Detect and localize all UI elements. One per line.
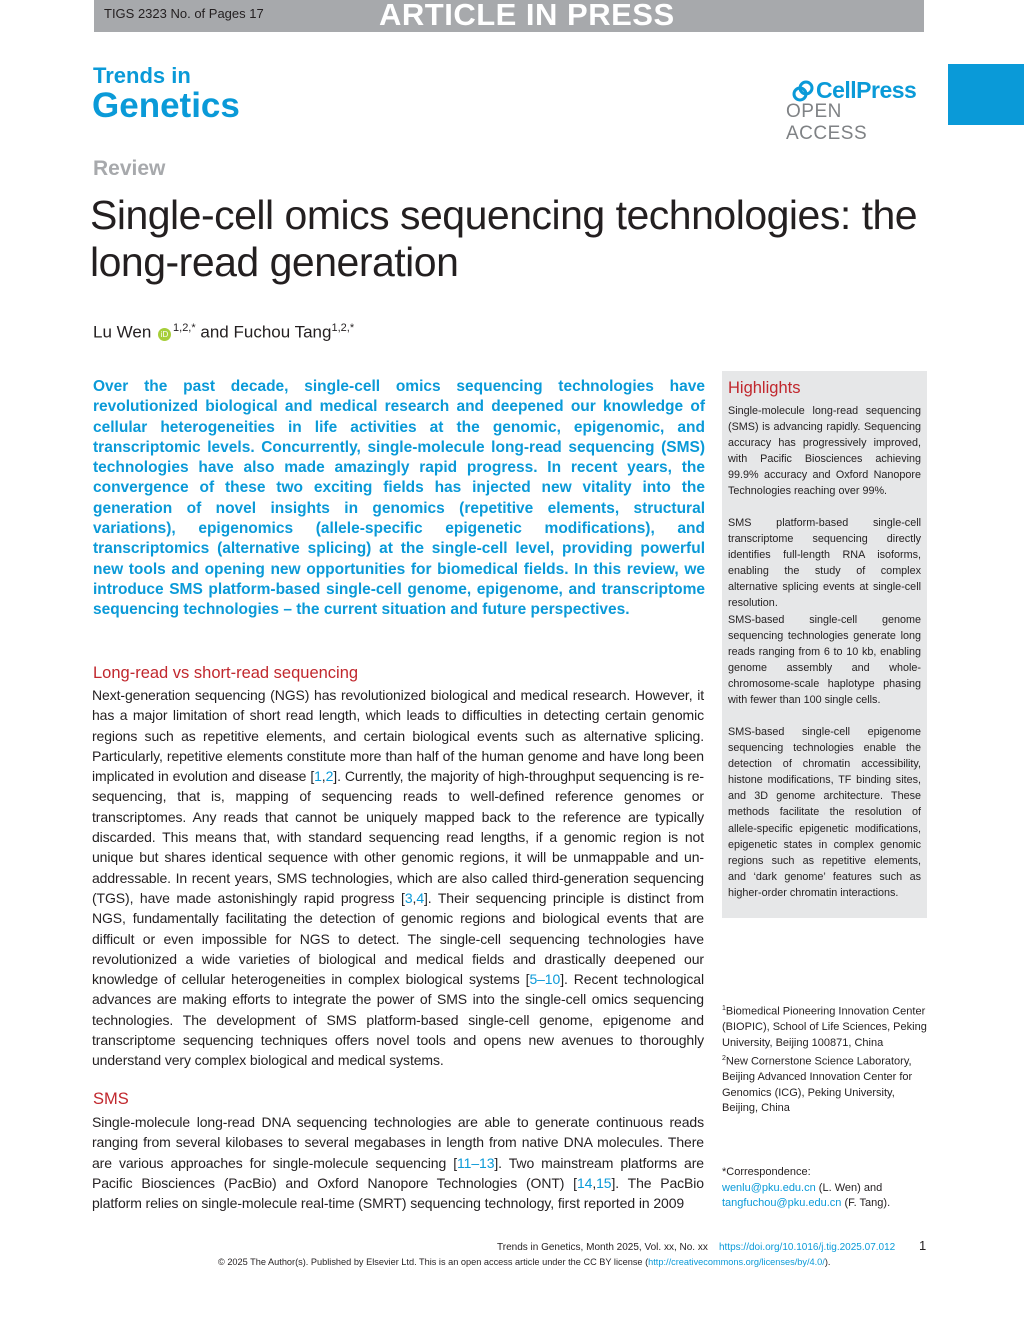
reference-link[interactable]: 15 (596, 1174, 612, 1191)
affiliation-2: $^2$New Cornerstone Science Laboratory, Beijing Advanced Innovation Center for Genomics (ICG), Peking University, Beijing, China (722, 1055, 913, 1115)
journal-name-bottom: Genetics (92, 86, 240, 125)
affiliation-1: $^1$Biomedical Pioneering Innovation Center (BIOPIC), School of Life Sciences, Peking University, Beijing 100871, China (722, 1005, 927, 1049)
footer-citation: Trends in Genetics, Month 2025, Vol. xx, No. xx https://doi.org/10.1016/j.tig.2025.07.012 (497, 1242, 896, 1253)
press-banner-text: ARTICLE IN PRESS (379, 0, 675, 32)
email-link[interactable]: wenlu@pku.edu.cn (722, 1181, 816, 1194)
journal-name-top: Trends in (93, 63, 191, 88)
reference-link[interactable]: 11–13 (456, 1154, 495, 1171)
orcid-icon[interactable]: iD (158, 328, 171, 341)
cellpress-name: CellPress (816, 77, 917, 103)
reference-link[interactable]: 3 (404, 889, 413, 906)
highlight-item: SMS platform-based single-cell transcriptome sequencing directly identifies full-length RNA isoforms, enabling the study of complex alternative splicing events at single-cell resolution. (728, 517, 921, 610)
reference-link[interactable]: 14 (576, 1174, 593, 1191)
article-title: Single-cell omics sequencing technologies: the long-read generation (90, 192, 918, 285)
author-list (93, 322, 354, 343)
reference-link[interactable]: 5–10 (529, 971, 561, 988)
article-in-press-banner (94, 0, 924, 32)
open-access-label: OPEN ACCESS (786, 101, 868, 144)
article-meta: TIGS 2323 No. of Pages 17 (104, 6, 264, 21)
author-affiliation-sup: 1,2,* (173, 322, 196, 334)
affiliations (722, 1001, 927, 1117)
highlights-box (722, 371, 927, 918)
author-name: Lu Wen (93, 322, 152, 342)
journal-color-tab (948, 64, 1024, 125)
email-link[interactable]: tangfuchou@pku.edu.cn (722, 1197, 842, 1209)
highlight-item: SMS-based single-cell genome sequencing technologies generate long reads ranging from 6 to 10 kb, enabling genome assembly and whole-chromosome-scale haplotype phasing with fewer than 100 single cells. (728, 614, 921, 707)
section-heading: Long-read vs short-read sequencing (93, 664, 359, 682)
body-paragraph: Next-generation sequencing (NGS) has revolutionized biological and medical research. However, it has a major limitation of short read length, which leads to difficulties in detecting certain genomic regions such as repetitive elements, and certain biological events such as alternative splicing. Particularly, repetitive elements constitute more than half of the human genome and have long been implicated in evolution and disease [1,2]. Currently, the majority of high-throughput sequencing is re-sequencing, that is, mapping of sequencing reads to well-defined reference genomes or transcriptomes. Any reads that cannot be uniquely mapped back to the reference are typically discarded. This means that, with standard sequencing read lengths, if a genomic region is not unique but shares identical sequence with other genomic regions, it will be unmappable and un-addressable. In recent years, SMS technologies, which are also called third-generation sequencing (TGS), have made astonishingly rapid progress [3,4]. Their sequencing principle is distinct from NGS, fundamentally facilitating the detection of genomic regions and biological events that are difficult or even impossible for NGS to detect. The single-cell sequencing technologies have revolutionized a wide varieties of biological and medical fields and drastically deepened our knowledge of cellular heterogeneities in complex biological systems [5–10]. Recent technological advances are making efforts to integrate the power of SMS into the single-cell omics sequencing technologies. The development of SMS platform-based single-cell genome, epigenome and transcriptome sequencing techniques offers novel tools and opens new avenues to thoroughly understand very complex biological and medical systems. (92, 687, 704, 1069)
highlight-item: Single-molecule long-read sequencing (SMS) is advancing rapidly. Sequencing accuracy has progressively improved, with Pacific Biosciences achieving 99.9% accuracy and Oxford Nanopore Technologies reaching over 99%. (728, 405, 921, 498)
license-statement: © 2025 The Author(s). Published by Elsevier Ltd. This is an open access article under the CC BY license (http://creativecommons.org/licenses/by/4.0/). (218, 1257, 831, 1267)
correspondence: *Correspondence: wenlu@pku.edu.cn (L. Wen) and tangfuchou@pku.edu.cn (F. Tang). (722, 1165, 927, 1212)
doi-link[interactable]: https://doi.org/10.1016/j.tig.2025.07.012 (718, 1242, 896, 1253)
section-heading: SMS (93, 1090, 129, 1108)
article-type: Review (93, 157, 166, 180)
body-paragraph: Single-molecule long-read DNA sequencing technologies are able to generate continuous reads ranging from several kilobases to several megabases in length from native DNA molecules. There are various approaches for single-molecule sequencing [11–13]. Two mainstream platforms are Pacific Biosciences (PacBio) and Oxford Nanopore Technologies (ONT) [14,15]. The PacBio platform relies on single-molecule real-time (SMRT) sequencing technology, first reported in 2009 (92, 1114, 704, 1212)
abstract: Over the past decade, single-cell omics sequencing technologies have revolutionized biological and medical research and deepened our knowledge of cellular heterogeneities in life activities at the genomic, epigenomic, and transcriptomic levels. Concurrently, single-molecule long-read sequencing (SMS) technologies have also made amazingly rapid progress. In recent years, the convergence of these two exciting fields has injected new vitality into the generation of novel insights in genomics (repetitive elements, structural variations), epigenomics (allele-specific epigenetic modifications), and transcriptomics (alternative splicing) at the single-cell level, providing powerful new tools and opening new opportunities for biomedical fields. In this review, we introduce SMS platform-based single-cell genome, epigenome, and transcriptome sequencing technologies – the current situation and future perspectives. (93, 378, 705, 619)
highlight-item: SMS-based single-cell epigenome sequencing technologies enable the detection of chromatin accessibility, histone modifications, TF binding sites, and 3D genome architecture. These methods facilitate the resolution of allele-specific epigenetic modifications, epigenetic states in complex genomic regions such as repetitive elements, and ‘dark genome’ features such as higher-order chromatin interactions. (728, 726, 921, 899)
correspondence-label: *Correspondence: (722, 1166, 811, 1178)
author-affiliation-sup: 1,2,* (331, 322, 355, 334)
highlights-title: Highlights (728, 379, 801, 397)
cellpress-icon (792, 80, 814, 102)
reference-link[interactable]: 1 (314, 768, 322, 785)
reference-link[interactable]: 4 (416, 889, 424, 906)
license-link[interactable]: http://creativecommons.org/licenses/by/4.0/ (648, 1257, 825, 1267)
reference-link[interactable]: 2 (325, 768, 334, 785)
author-name: and Fuchou Tang (200, 322, 332, 342)
page-number: 1 (919, 1238, 927, 1253)
